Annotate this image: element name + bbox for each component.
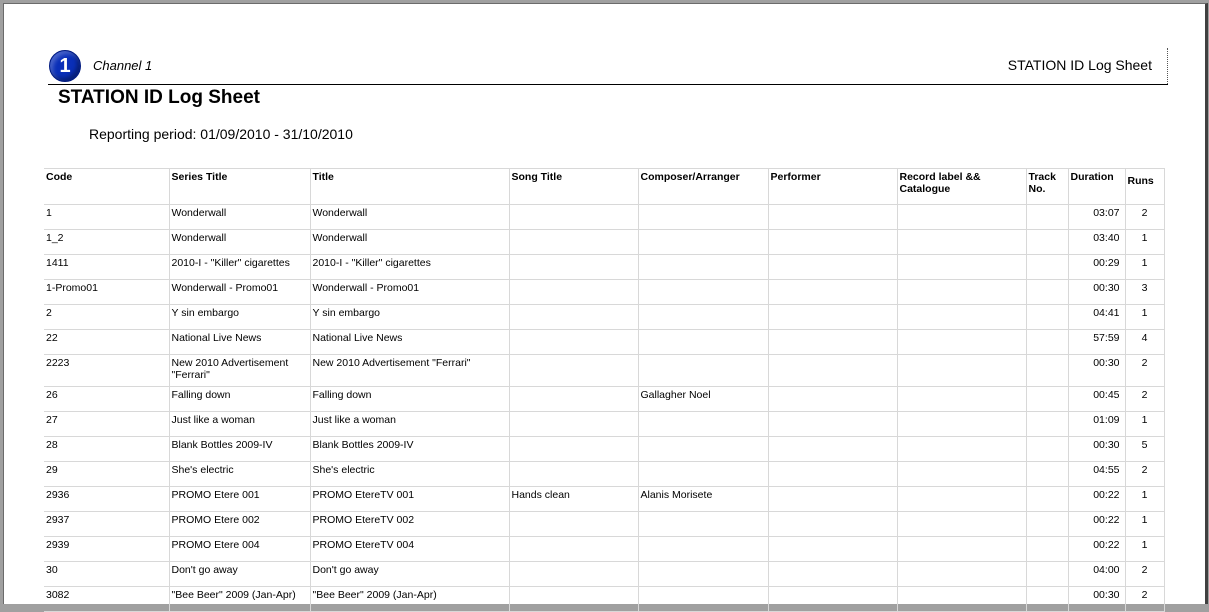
track-no-cell xyxy=(1026,255,1068,280)
composer-cell xyxy=(638,512,768,537)
table-header-row xyxy=(44,169,1164,205)
composer-cell: Alanis Morisete xyxy=(638,487,768,512)
record-label-cell xyxy=(897,280,1026,305)
runs-cell: 1 xyxy=(1125,255,1164,280)
duration-cell: 00:22 xyxy=(1068,512,1125,537)
title-cell: She's electric xyxy=(310,462,509,487)
duration-cell: 03:07 xyxy=(1068,205,1125,230)
track-no-cell xyxy=(1026,280,1068,305)
table-row xyxy=(44,437,1164,462)
song-title-cell xyxy=(509,330,638,355)
series-title-cell: National Live News xyxy=(169,330,310,355)
composer-cell xyxy=(638,230,768,255)
report-title: STATION ID Log Sheet xyxy=(58,87,260,108)
code-cell: 1-Promo01 xyxy=(44,280,169,305)
runs-cell: 2 xyxy=(1125,355,1164,387)
performer-cell xyxy=(768,305,897,330)
runs-cell: 5 xyxy=(1125,437,1164,462)
table-row xyxy=(44,387,1164,412)
table-row xyxy=(44,205,1164,230)
column-header: Title xyxy=(310,169,509,205)
title-cell: Wonderwall - Promo01 xyxy=(310,280,509,305)
song-title-cell xyxy=(509,587,638,612)
record-label-cell xyxy=(897,462,1026,487)
code-cell: 27 xyxy=(44,412,169,437)
runs-cell: 2 xyxy=(1125,462,1164,487)
track-no-cell xyxy=(1026,462,1068,487)
table-row xyxy=(44,330,1164,355)
column-header: Song Title xyxy=(509,169,638,205)
track-no-cell xyxy=(1026,387,1068,412)
performer-cell xyxy=(768,462,897,487)
series-title-cell: PROMO Etere 004 xyxy=(169,537,310,562)
duration-cell: 04:55 xyxy=(1068,462,1125,487)
record-label-cell xyxy=(897,387,1026,412)
table-row xyxy=(44,537,1164,562)
duration-cell: 00:30 xyxy=(1068,587,1125,612)
header-divider xyxy=(1167,48,1168,84)
table-body xyxy=(44,205,1164,612)
performer-cell xyxy=(768,587,897,612)
code-cell: 2937 xyxy=(44,512,169,537)
table-row xyxy=(44,280,1164,305)
series-title-cell: Wonderwall xyxy=(169,230,310,255)
composer-cell xyxy=(638,462,768,487)
title-cell: National Live News xyxy=(310,330,509,355)
series-title-cell: "Bee Beer" 2009 (Jan-Apr) xyxy=(169,587,310,612)
code-cell: 30 xyxy=(44,562,169,587)
duration-cell: 03:40 xyxy=(1068,230,1125,255)
code-cell: 1_2 xyxy=(44,230,169,255)
series-title-cell: Falling down xyxy=(169,387,310,412)
series-title-cell: Wonderwall - Promo01 xyxy=(169,280,310,305)
record-label-cell xyxy=(897,487,1026,512)
performer-cell xyxy=(768,230,897,255)
column-header: Code xyxy=(44,169,169,205)
table-row xyxy=(44,512,1164,537)
duration-cell: 00:29 xyxy=(1068,255,1125,280)
duration-cell: 57:59 xyxy=(1068,330,1125,355)
composer-cell xyxy=(638,537,768,562)
performer-cell xyxy=(768,255,897,280)
composer-cell xyxy=(638,355,768,387)
composer-cell xyxy=(638,330,768,355)
song-title-cell xyxy=(509,387,638,412)
record-label-cell xyxy=(897,255,1026,280)
performer-cell xyxy=(768,205,897,230)
composer-cell xyxy=(638,255,768,280)
code-cell: 22 xyxy=(44,330,169,355)
track-no-cell xyxy=(1026,512,1068,537)
record-label-cell xyxy=(897,330,1026,355)
record-label-cell xyxy=(897,355,1026,387)
column-header: Duration xyxy=(1068,169,1125,205)
title-cell: Blank Bottles 2009-IV xyxy=(310,437,509,462)
table-row xyxy=(44,487,1164,512)
track-no-cell xyxy=(1026,330,1068,355)
series-title-cell: PROMO Etere 001 xyxy=(169,487,310,512)
series-title-cell: Wonderwall xyxy=(169,205,310,230)
runs-cell: 1 xyxy=(1125,512,1164,537)
composer-cell xyxy=(638,437,768,462)
duration-cell: 00:22 xyxy=(1068,537,1125,562)
column-header: Composer/Arranger xyxy=(638,169,768,205)
composer-cell xyxy=(638,205,768,230)
title-cell: Falling down xyxy=(310,387,509,412)
track-no-cell xyxy=(1026,587,1068,612)
duration-cell: 01:09 xyxy=(1068,412,1125,437)
title-cell: 2010-I - "Killer" cigarettes xyxy=(310,255,509,280)
performer-cell xyxy=(768,537,897,562)
code-cell: 2939 xyxy=(44,537,169,562)
series-title-cell: Just like a woman xyxy=(169,412,310,437)
code-cell: 2 xyxy=(44,305,169,330)
runs-cell: 1 xyxy=(1125,230,1164,255)
title-cell: PROMO EtereTV 004 xyxy=(310,537,509,562)
song-title-cell xyxy=(509,537,638,562)
performer-cell xyxy=(768,512,897,537)
column-header: Series Title xyxy=(169,169,310,205)
performer-cell xyxy=(768,330,897,355)
performer-cell xyxy=(768,280,897,305)
series-title-cell: PROMO Etere 002 xyxy=(169,512,310,537)
table-row xyxy=(44,587,1164,612)
column-header: Record label && Catalogue xyxy=(897,169,1026,205)
track-no-cell xyxy=(1026,355,1068,387)
runs-cell: 3 xyxy=(1125,280,1164,305)
song-title-cell xyxy=(509,230,638,255)
code-cell: 28 xyxy=(44,437,169,462)
runs-cell: 2 xyxy=(1125,587,1164,612)
track-no-cell xyxy=(1026,205,1068,230)
column-header: Runs xyxy=(1125,169,1164,205)
table-row xyxy=(44,305,1164,330)
track-no-cell xyxy=(1026,230,1068,255)
title-cell: New 2010 Advertisement "Ferrari" xyxy=(310,355,509,387)
duration-cell: 00:30 xyxy=(1068,437,1125,462)
performer-cell xyxy=(768,355,897,387)
table-row xyxy=(44,355,1164,387)
series-title-cell: Y sin embargo xyxy=(169,305,310,330)
column-header: Track No. xyxy=(1026,169,1068,205)
duration-cell: 00:45 xyxy=(1068,387,1125,412)
song-title-cell xyxy=(509,280,638,305)
reporting-period: Reporting period: 01/09/2010 - 31/10/2010 xyxy=(89,126,353,142)
track-no-cell xyxy=(1026,437,1068,462)
record-label-cell xyxy=(897,305,1026,330)
track-no-cell xyxy=(1026,487,1068,512)
song-title-cell xyxy=(509,437,638,462)
record-label-cell xyxy=(897,437,1026,462)
performer-cell xyxy=(768,437,897,462)
performer-cell xyxy=(768,487,897,512)
title-cell: Wonderwall xyxy=(310,230,509,255)
title-cell: Y sin embargo xyxy=(310,305,509,330)
song-title-cell xyxy=(509,512,638,537)
record-label-cell xyxy=(897,587,1026,612)
code-cell: 2936 xyxy=(44,487,169,512)
duration-cell: 00:22 xyxy=(1068,487,1125,512)
series-title-cell: 2010-I - "Killer" cigarettes xyxy=(169,255,310,280)
runs-cell: 1 xyxy=(1125,305,1164,330)
track-no-cell xyxy=(1026,305,1068,330)
song-title-cell: Hands clean xyxy=(509,487,638,512)
log-table xyxy=(44,168,1165,612)
title-cell: PROMO EtereTV 001 xyxy=(310,487,509,512)
composer-cell: Gallagher Noel xyxy=(638,387,768,412)
performer-cell xyxy=(768,387,897,412)
table-row xyxy=(44,230,1164,255)
page-header xyxy=(48,48,1168,85)
title-cell: Don't go away xyxy=(310,562,509,587)
table-row xyxy=(44,255,1164,280)
performer-cell xyxy=(768,412,897,437)
track-no-cell xyxy=(1026,537,1068,562)
song-title-cell xyxy=(509,355,638,387)
song-title-cell xyxy=(509,305,638,330)
code-cell: 29 xyxy=(44,462,169,487)
code-cell: 2223 xyxy=(44,355,169,387)
duration-cell: 04:41 xyxy=(1068,305,1125,330)
record-label-cell xyxy=(897,205,1026,230)
code-cell: 1 xyxy=(44,205,169,230)
series-title-cell: New 2010 Advertisement "Ferrari" xyxy=(169,355,310,387)
title-cell: "Bee Beer" 2009 (Jan-Apr) xyxy=(310,587,509,612)
title-cell: Just like a woman xyxy=(310,412,509,437)
series-title-cell: Blank Bottles 2009-IV xyxy=(169,437,310,462)
song-title-cell xyxy=(509,255,638,280)
composer-cell xyxy=(638,305,768,330)
runs-cell: 2 xyxy=(1125,205,1164,230)
song-title-cell xyxy=(509,205,638,230)
series-title-cell: She's electric xyxy=(169,462,310,487)
column-header: Performer xyxy=(768,169,897,205)
table-row xyxy=(44,462,1164,487)
code-cell: 26 xyxy=(44,387,169,412)
code-cell: 3082 xyxy=(44,587,169,612)
table-row xyxy=(44,412,1164,437)
composer-cell xyxy=(638,587,768,612)
duration-cell: 00:30 xyxy=(1068,355,1125,387)
song-title-cell xyxy=(509,412,638,437)
channel-label: Channel 1 xyxy=(93,58,153,73)
series-title-cell: Don't go away xyxy=(169,562,310,587)
record-label-cell xyxy=(897,537,1026,562)
duration-cell: 04:00 xyxy=(1068,562,1125,587)
composer-cell xyxy=(638,412,768,437)
runs-cell: 4 xyxy=(1125,330,1164,355)
title-cell: Wonderwall xyxy=(310,205,509,230)
composer-cell xyxy=(638,280,768,305)
duration-cell: 00:30 xyxy=(1068,280,1125,305)
runs-cell: 1 xyxy=(1125,537,1164,562)
runs-cell: 2 xyxy=(1125,562,1164,587)
record-label-cell xyxy=(897,412,1026,437)
code-cell: 1411 xyxy=(44,255,169,280)
track-no-cell xyxy=(1026,412,1068,437)
runs-cell: 2 xyxy=(1125,387,1164,412)
song-title-cell xyxy=(509,462,638,487)
runs-cell: 1 xyxy=(1125,412,1164,437)
channel-number-badge: 1 xyxy=(49,50,81,82)
record-label-cell xyxy=(897,512,1026,537)
header-report-title: STATION ID Log Sheet xyxy=(1007,57,1152,73)
title-cell: PROMO EtereTV 002 xyxy=(310,512,509,537)
record-label-cell xyxy=(897,230,1026,255)
runs-cell: 1 xyxy=(1125,487,1164,512)
